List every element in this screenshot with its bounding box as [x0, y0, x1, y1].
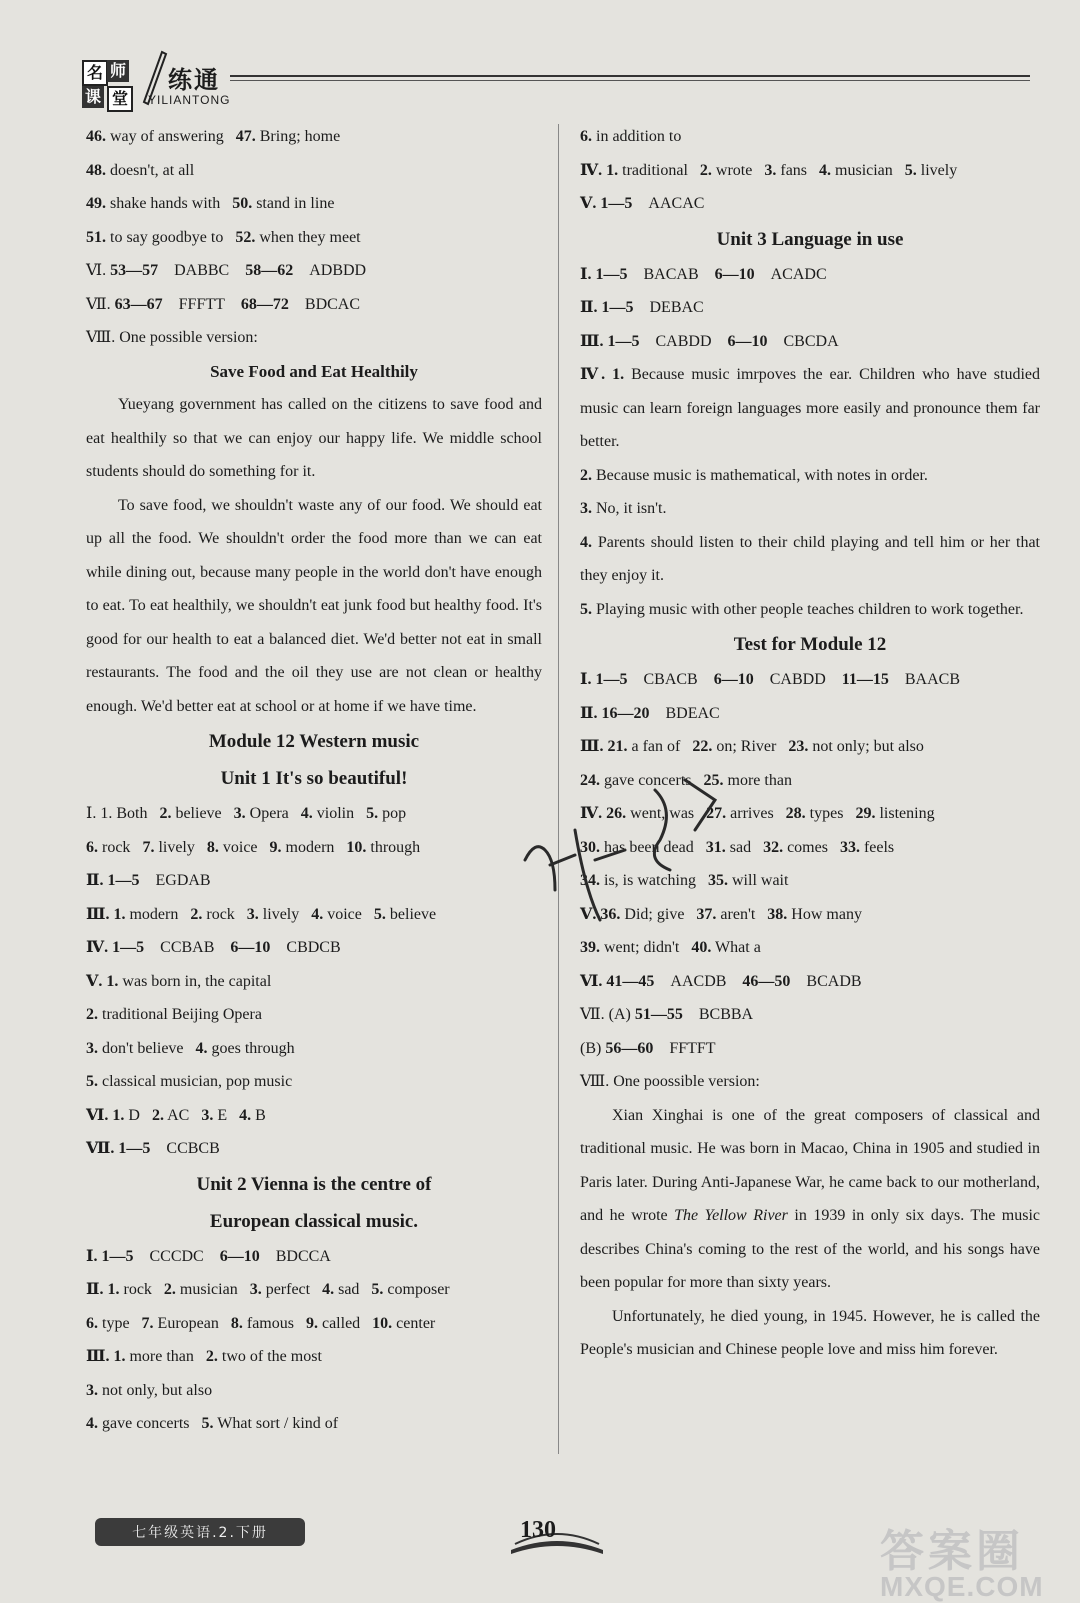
answer-line: 51. to say goodbye to 52. when they meet: [86, 228, 361, 246]
answer-line: (B) 56—60 FFTFT: [580, 1039, 716, 1057]
answer-line: Ⅴ. 36. Did; give 37. aren't 38. How many: [580, 905, 862, 923]
answer-line: Ⅰ. 1—5 BACAB 6—10 ACADC: [580, 265, 827, 283]
answer-line: 2. Because music is mathematical, with notes in order.: [580, 466, 928, 484]
answer-line: 30. has been dead 31. sad 32. comes 33. feels: [580, 838, 895, 856]
answer-line: Ⅲ. 1. modern 2. rock 3. lively 4. voice 5. believe: [86, 905, 437, 923]
answer-line: Ⅳ. 1. traditional 2. wrote 3. fans 4. musician 5. lively: [580, 161, 958, 179]
answer-line: Ⅶ. 63—67 FFFTT 68—72 BDCAC: [86, 295, 361, 313]
left-column: [86, 120, 542, 1441]
module-title: Module 12 Western music: [208, 731, 420, 752]
unit-title: Unit 3 Language in use: [716, 228, 904, 250]
answer-line: 34. is, is watching 35. will wait: [580, 872, 789, 889]
answer-line: Ⅱ. 1—5 DEBAC: [580, 299, 704, 316]
essay-paragraph: Xian Xinghai is one of the great composers of classical and traditional music. He was born in Macao, China in 1905 and studied in Paris later. During Anti-Japanese War, he came back to our motherland, and he wrote The Yellow River in 1939 in only six days. The music describes China's coming to the rest of the world, and his songs have been popular for more than sixty years.: [580, 1106, 1041, 1291]
answer-line: Ⅰ. 1—5 CCCDC 6—10 BDCCA: [86, 1247, 331, 1265]
watermark-title: 答案圈: [880, 1527, 1024, 1576]
logo-char: 名: [82, 60, 108, 86]
answer-line: Ⅱ. 16—20 BDEAC: [580, 704, 720, 722]
answer-line: Ⅷ. One possible version:: [86, 329, 258, 346]
site-watermark: [880, 1515, 1044, 1603]
essay-paragraph: Yueyang government has called on the citizens to save food and eat healthily so that we can enjoy our happy life. We middle school students should do something for it.: [86, 396, 542, 480]
publisher-logo: [82, 60, 132, 112]
answer-line: Ⅶ. (A) 51—55 BCBBA: [580, 1006, 754, 1023]
answer-line: 4. gave concerts 5. What sort / kind of: [86, 1415, 339, 1432]
answer-line: 24. gave concerts 25. more than: [580, 771, 792, 789]
logo-char: 堂: [107, 86, 133, 112]
essay-title: Save Food and Eat Healthily: [210, 361, 418, 381]
answer-line: 3. No, it isn't.: [580, 500, 667, 517]
answer-line: Ⅵ. 1. D 2. AC 3. E 4. B: [86, 1106, 266, 1124]
answer-line: 3. not only, but also: [86, 1381, 213, 1399]
answer-line: 6. in addition to: [580, 128, 682, 145]
answer-line: 39. went; didn't 40. What a: [580, 939, 761, 956]
answer-line: Ⅵ. 53—57 DABBC 58—62 ADBDD: [86, 262, 367, 279]
answer-line: Ⅱ. 1—5 EGDAB: [86, 872, 211, 889]
answer-line: Ⅲ. 1. more than 2. two of the most: [86, 1348, 322, 1365]
brand-subtitle: YILIANTONG: [148, 93, 231, 107]
answer-line: Ⅴ. 1—5 AACAC: [580, 195, 705, 212]
answer-line: Ⅲ. 21. a fan of 22. on; River 23. not only; but also: [580, 738, 924, 755]
answer-line: Ⅱ. 1. rock 2. musician 3. perfect 4. sad 5. composer: [86, 1281, 450, 1298]
brand-title: 练通: [168, 66, 220, 94]
answer-line: Ⅲ. 1—5 CABDD 6—10 CBCDA: [580, 332, 839, 350]
answer-line: Ⅴ. 1. was born in, the capital: [86, 972, 272, 990]
logo-char: 课: [82, 86, 104, 108]
answer-block: 4. Parents should listen to their child playing and tell him or her that they enjoy it.: [580, 533, 1041, 584]
unit-title: Unit 1 It's so beautiful!: [220, 768, 408, 789]
essay-paragraph: To save food, we shouldn't waste any of our food. We should eat up all the food. We shouldn't order the food more than we can eat while dining out, because many people in the world don't have enough to eat. To eat healthily, we shouldn't eat junk food but healthy food. It's good for our health to eat a balanced diet. We'd better not eat in small restaurants. The food and the oil they use are not clean or healthy enough. We'd better eat at school or at home if we have time.: [86, 496, 542, 715]
watermark-url: MXQE.COM: [880, 1571, 1044, 1602]
header-rule-thin: [230, 80, 1030, 81]
answer-block: Ⅳ. 1. Because music imrpoves the ear. Children who have studied music can learn foreign languages more easily and pronounce them far better.: [580, 366, 1041, 450]
header-rule: [230, 75, 1030, 77]
answer-block: 5. Playing music with other people teaches children to work together.: [580, 600, 1024, 618]
answer-line: Ⅷ. One poossible version:: [580, 1073, 760, 1090]
answer-line: 46. way of answering 47. Bring; home: [86, 128, 341, 145]
answer-line: Ⅵ. 41—45 AACDB 46—50 BCADB: [580, 972, 862, 990]
answer-line: 48. doesn't, at all: [86, 161, 195, 179]
unit-title: Unit 2 Vienna is the centre of: [196, 1173, 432, 1195]
answer-line: 5. classical musician, pop music: [86, 1073, 293, 1090]
answer-line: Ⅰ. 1. Both 2. believe 3. Opera 4. violin 5. pop: [86, 805, 407, 822]
answer-line: Ⅳ. 26. went, was 27. arrives 28. types 29. listening: [580, 805, 935, 822]
page-number: 130: [520, 1517, 556, 1543]
answer-line: Ⅶ. 1—5 CCBCB: [86, 1140, 220, 1157]
essay-paragraph: Unfortunately, he died young, in 1945. However, he is called the People's musician and Chinese people love and miss him forever.: [580, 1307, 1040, 1358]
right-column: [580, 120, 1040, 1367]
page-header: [0, 0, 1080, 118]
unit-title-continued: European classical music.: [209, 1210, 419, 1232]
answer-line: 6. type 7. European 8. famous 9. called 10. center: [86, 1314, 436, 1332]
handwritten-scribble: [505, 770, 745, 940]
answer-line: 3. don't believe 4. goes through: [86, 1039, 295, 1057]
logo-char: 师: [107, 60, 129, 82]
test-title: Test for Module 12: [733, 634, 887, 655]
answer-line: 2. traditional Beijing Opera: [86, 1006, 262, 1023]
answer-line: 6. rock 7. lively 8. voice 9. modern 10. through: [86, 838, 421, 856]
grade-label: 七年级英语.2.下册: [95, 1518, 305, 1546]
answer-line: Ⅰ. 1—5 CBACB 6—10 CABDD 11—15 BAACB: [580, 671, 960, 688]
answer-line: 49. shake hands with 50. stand in line: [86, 195, 335, 212]
answer-line: Ⅳ. 1—5 CCBAB 6—10 CBDCB: [86, 939, 341, 956]
